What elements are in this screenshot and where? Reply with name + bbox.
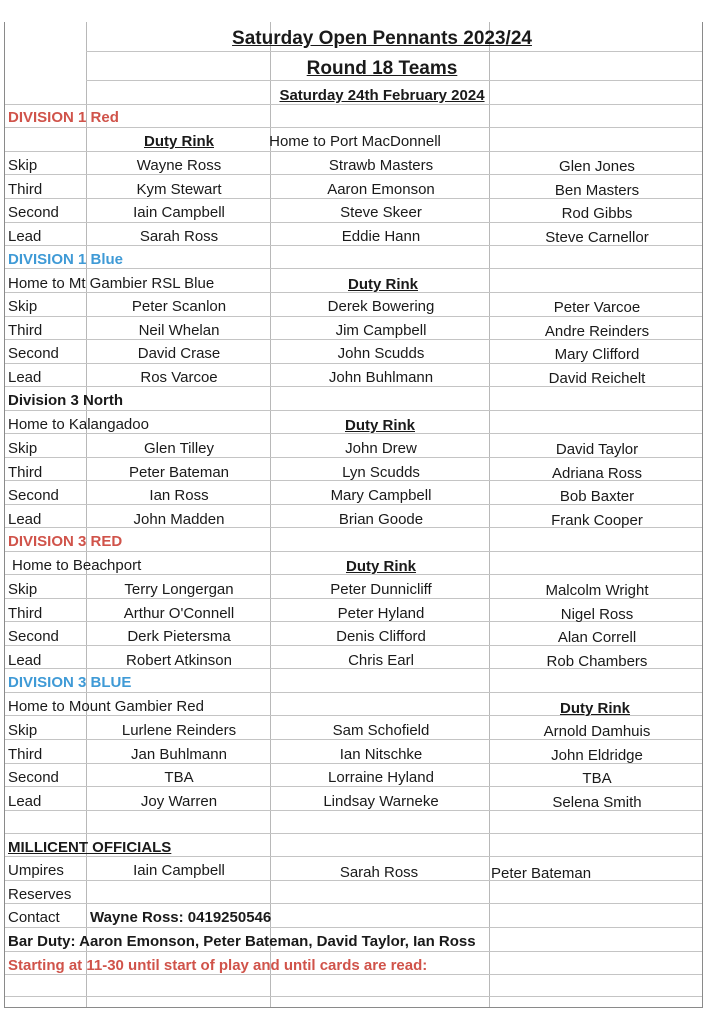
position-label: Skip <box>8 298 38 315</box>
player-name: Bob Baxter <box>559 488 635 505</box>
player-name: Denis Clifford <box>336 628 426 645</box>
division-heading: DIVISION 1 Blue <box>8 251 124 268</box>
duty-rink-label: Duty Rink <box>347 276 419 293</box>
home-label: Home to Beachport <box>12 557 142 574</box>
player-name: Brian Goode <box>338 511 424 528</box>
position-label: Skip <box>8 157 38 174</box>
row-divider <box>86 51 702 52</box>
position-label: Second <box>8 345 59 362</box>
umpires-label: Umpires <box>8 862 64 879</box>
row-divider <box>5 551 702 552</box>
column-divider <box>270 22 271 1007</box>
starting-note: Starting at 11-30 until start of play and until cards are read: <box>8 957 428 974</box>
division-heading: DIVISION 3 RED <box>8 533 123 550</box>
position-label: Lead <box>8 369 42 386</box>
player-name: Wayne Ross <box>136 157 222 174</box>
division-heading: DIVISION 1 Red <box>8 109 119 126</box>
player-name: Steve Carnellor <box>545 229 649 246</box>
player-name: Derk Pietersma <box>127 628 231 645</box>
player-name: Peter Bateman <box>128 464 230 481</box>
player-name: Rod Gibbs <box>561 205 633 222</box>
contact-label: Contact <box>8 909 60 926</box>
player-name: John Scudds <box>337 345 425 362</box>
officials-heading: MILLICENT OFFICIALS <box>8 839 172 856</box>
player-name: Ben Masters <box>554 182 640 199</box>
player-name: Sam Schofield <box>332 722 430 739</box>
position-label: Skip <box>8 440 38 457</box>
player-name: Eddie Hann <box>341 228 421 245</box>
player-name: Strawb Masters <box>328 157 434 174</box>
duty-rink-label: Duty Rink <box>143 133 215 150</box>
match-date: Saturday 24th February 2024 <box>279 87 485 104</box>
player-name: Nigel Ross <box>560 606 634 623</box>
position-label: Lead <box>8 652 42 669</box>
player-name: John Eldridge <box>551 747 643 764</box>
player-name: John Madden <box>133 511 225 528</box>
player-name: Mary Campbell <box>330 487 432 504</box>
player-name: Adriana Ross <box>551 465 643 482</box>
player-name: Iain Campbell <box>133 204 225 221</box>
player-name: Frank Cooper <box>551 512 643 529</box>
player-name: Peter Varcoe <box>553 299 641 316</box>
row-divider <box>5 927 702 928</box>
player-name: Joy Warren <box>140 793 218 810</box>
position-label: Third <box>8 322 43 339</box>
row-divider <box>5 692 702 693</box>
row-divider <box>5 903 702 904</box>
duty-rink-label: Duty Rink <box>559 700 631 717</box>
contact-value: Wayne Ross: 0419250546 <box>90 909 272 926</box>
duty-rink-label: Duty Rink <box>344 417 416 434</box>
player-name: Glen Jones <box>559 158 635 175</box>
umpire-name: Sarah Ross <box>339 864 419 881</box>
column-divider <box>489 22 490 1007</box>
player-name: Glen Tilley <box>143 440 215 457</box>
player-name: Chris Earl <box>348 652 414 669</box>
player-name: Ros Varcoe <box>140 369 218 386</box>
player-name: Peter Scanlon <box>131 298 227 315</box>
sheet-title: Saturday Open Pennants 2023/24 <box>232 28 532 49</box>
row-divider <box>5 151 702 152</box>
round-title: Round 18 Teams <box>306 58 458 79</box>
player-name: Terry Longergan <box>124 581 234 598</box>
duty-rink-label: Duty Rink <box>345 558 417 575</box>
player-name: Neil Whelan <box>138 322 220 339</box>
player-name: Rob Chambers <box>546 653 648 670</box>
player-name: Lindsay Warneke <box>323 793 439 810</box>
position-label: Lead <box>8 511 42 528</box>
player-name: Arnold Damhuis <box>543 723 651 740</box>
reserves-label: Reserves <box>8 886 72 903</box>
position-label: Second <box>8 769 59 786</box>
position-label: Third <box>8 181 43 198</box>
row-divider <box>5 127 702 128</box>
player-name: Mary Clifford <box>554 346 640 363</box>
position-label: Lead <box>8 793 42 810</box>
home-label: Home to Port MacDonnell <box>269 133 441 150</box>
position-label: Third <box>8 464 43 481</box>
player-name: Derek Bowering <box>327 298 435 315</box>
player-name: Arthur O'Connell <box>123 605 235 622</box>
umpire-name: Iain Campbell <box>133 862 225 879</box>
player-name: Sarah Ross <box>139 228 219 245</box>
player-name: David Reichelt <box>548 370 646 387</box>
player-name: Kym Stewart <box>136 181 222 198</box>
player-name: Lyn Scudds <box>342 464 420 481</box>
player-name: Selena Smith <box>552 794 642 811</box>
row-divider <box>86 80 702 81</box>
umpire-name: Peter Bateman <box>491 865 592 882</box>
bar-duty: Bar Duty: Aaron Emonson, Peter Bateman, David Taylor, Ian Ross <box>8 933 476 950</box>
player-name: Jan Buhlmann <box>131 746 227 763</box>
position-label: Second <box>8 487 59 504</box>
row-divider <box>5 410 702 411</box>
position-label: Lead <box>8 228 42 245</box>
player-name: Ian Ross <box>149 487 209 504</box>
player-name: Steve Skeer <box>340 204 422 221</box>
home-label: Home to Kalangadoo <box>8 416 149 433</box>
division-heading: Division 3 North <box>8 392 124 409</box>
player-name: John Drew <box>345 440 417 457</box>
player-name: Ian Nitschke <box>339 746 423 763</box>
player-name: David Taylor <box>555 441 639 458</box>
column-divider <box>86 22 87 1007</box>
home-label: Home to Mt Gambier RSL Blue <box>8 275 215 292</box>
row-divider <box>5 951 702 952</box>
player-name: Robert Atkinson <box>126 652 232 669</box>
player-name: TBA <box>164 769 194 786</box>
player-name: David Crase <box>137 345 221 362</box>
division-heading: DIVISION 3 BLUE <box>8 674 132 691</box>
position-label: Second <box>8 204 59 221</box>
player-name: Lurlene Reinders <box>121 722 237 739</box>
position-label: Skip <box>8 581 38 598</box>
player-name: John Buhlmann <box>328 369 434 386</box>
player-name: Jim Campbell <box>335 322 427 339</box>
position-label: Third <box>8 605 43 622</box>
position-label: Third <box>8 746 43 763</box>
player-name: Peter Hyland <box>337 605 425 622</box>
row-divider <box>5 833 702 834</box>
player-name: Lorraine Hyland <box>328 769 434 786</box>
row-divider <box>5 996 702 997</box>
team-sheet <box>4 22 703 1008</box>
player-name: Andre Reinders <box>544 323 650 340</box>
player-name: Malcolm Wright <box>545 582 649 599</box>
player-name: TBA <box>582 770 612 787</box>
player-name: Peter Dunnicliff <box>330 581 432 598</box>
position-label: Second <box>8 628 59 645</box>
position-label: Skip <box>8 722 38 739</box>
player-name: Alan Correll <box>557 629 637 646</box>
player-name: Aaron Emonson <box>327 181 435 198</box>
home-label: Home to Mount Gambier Red <box>8 698 204 715</box>
